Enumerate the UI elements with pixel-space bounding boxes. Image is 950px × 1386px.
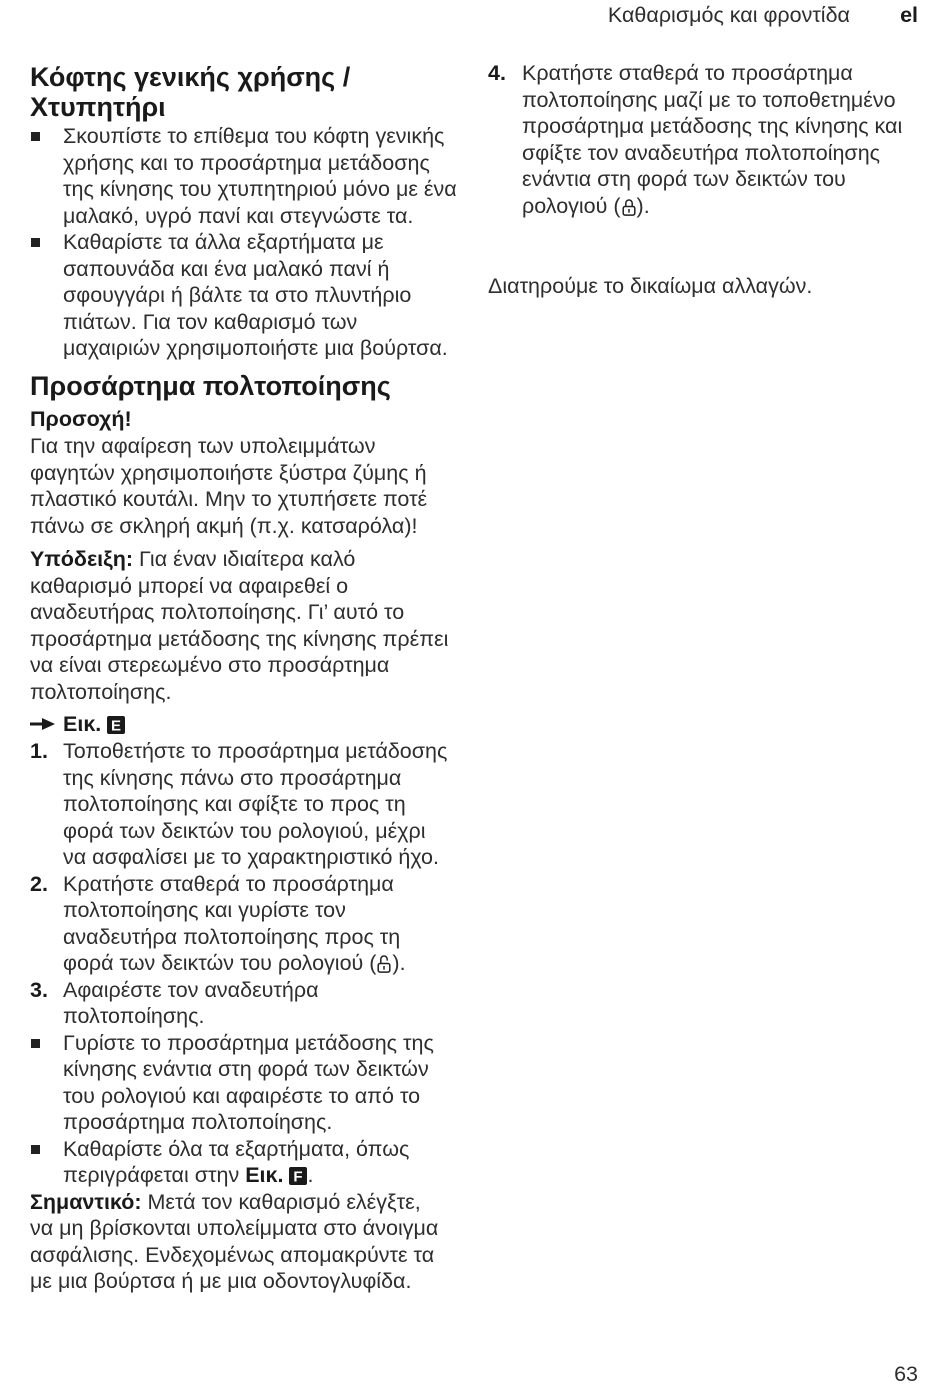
arrow-right-icon [30,712,63,736]
step-number: 4. [488,61,506,85]
square-bullet-icon [31,1145,40,1154]
puree-cleaning-steps [30,738,447,1295]
step-text: Τοποθετήστε το προσάρτημα μετάδοσης της κίνησης πάνω στο προσάρτημα πολτοποίησης και σφίξτε το προς τη φορά των δεικτών του ρολογιού, μέχρι να ασφαλίσει με το χαρακτηριστικό ήχο. [63,739,448,869]
caution-paragraph: Για την αφαίρεση των υπολειμμάτων φαγητών χρησιμοποιήστε ξύστρα ζύμης ή πλαστικό κουτάλι. Μην το χτυπήσετε ποτέ πάνω σε σκληρή ακμή (π.χ. κατσαρόλα)! [30,434,428,538]
step-text-end: ). [392,951,406,975]
list-item [30,123,457,229]
tip-text: Για έναν ιδιαίτερα καλό καθαρισμό μπορεί να αφαιρεθεί ο αναδευτήρας πολτοποίησης. Γι’ αυτό το προσάρτημα μετάδοσης της κίνησης πρέπει να είναι στερεωμένο στο προσάρτημα πολτοποίησης. [30,547,449,704]
important-label: Σημαντικό: [30,1189,142,1214]
list-item-text: Σκουπίστε το επίθεμα του κόφτη γενικής χρήσης και το προσάρτημα μετάδοσης της κίνησης του χτυπητηριού μόνο με ένα μαλακό, υγρό πανί και στεγνώστε τα. [63,124,457,228]
step-3 [30,977,447,1030]
cutter-cleaning-list [30,123,457,362]
list-item-text-end: . [307,1163,314,1187]
figure-label: Εικ. [63,712,102,736]
figure-label: Εικ. [245,1163,284,1187]
list-item-text: Γυρίστε το προσάρτημα μετάδοσης της κίνησης ενάντια στη φορά των δεικτών του ρολογιού και αφαιρέστε το από το προσάρτημα πολτοποίησης. [63,1030,434,1134]
step-text: Αφαιρέστε τον αναδευτήρα πολτοποίησης. [63,977,319,1028]
page-number: 63 [894,1362,918,1386]
list-item-text: Καθαρίστε τα άλλα εξαρτήματα με σαπουνάδα και ένα μαλακό πανί ή σφουγγάρι ή βάλτε τα στο πλυντήριο πιάτων. Για τον καθαρισμό των μαχαιριών χρησιμοποιήστε μια βούρτσα. [63,230,448,360]
step-text-end: ). [636,193,650,218]
caution-label: Προσοχή! [30,407,132,431]
svg-text:F: F [293,1168,304,1185]
step-2 [30,871,447,977]
step-number: 1. [30,739,48,763]
running-header-title: Καθαρισμός και φροντίδα [607,3,850,27]
disclaimer-text: Διατηρούμε το δικαίωμα αλλαγών. [488,274,813,298]
important-text: Μετά τον καθαρισμό ελέγξτε, να μη βρίσκονται υπολείμματα στο άνοιγμα ασφάλισης. Ενδεχομένως απομακρύντε τα με μια βούρτσα ή με μια οδοντογλυφίδα. [30,1189,439,1293]
locked-padlock-icon [621,194,637,218]
puree-cleaning-steps-continued [488,60,902,219]
square-bullet-icon [31,238,40,247]
list-item [30,1136,447,1189]
figure-reference [30,711,125,738]
heading-puree-attachment: Προσάρτημα πολτοποίησης [30,371,391,401]
svg-text:E: E [111,717,122,734]
figure-f-badge [289,1163,307,1187]
step-text: Κρατήστε σταθερά το προσάρτημα πολτοποίησης και γυρίστε τον αναδευτήρα πολτοποίησης προς τη φορά των δεικτών του ρολογιού ( [63,871,401,975]
tip-note [30,546,448,705]
list-item [30,1030,447,1136]
step-number: 2. [30,871,48,896]
important-note [30,1189,447,1295]
square-bullet-icon [31,132,40,141]
step-number: 3. [30,977,48,1002]
tip-label: Υπόδειξη: [30,547,134,571]
list-item-text: Καθαρίστε όλα τα εξαρτήματα, όπως περιγράφεται στην [63,1136,410,1187]
figure-e-badge [107,712,125,736]
step-4 [488,60,902,219]
square-bullet-icon [31,1039,40,1048]
caution-text [30,433,427,539]
step-text: Κρατήστε σταθερά το προσάρτημα πολτοποίησης μαζί με το τοποθετημένο προσάρτημα μετάδοσης της κίνησης και σφίξτε τον αναδευτήρα πολτοποίησης ενάντια στη φορά των δεικτών του ρολογιού ( [522,61,903,218]
step-1 [30,738,447,871]
language-code: el [900,3,918,27]
heading-cutter-whisk: Κόφτης γενικής χρήσης / Χτυπητήρι [30,62,351,122]
list-item [30,229,457,362]
unlocked-padlock-icon [376,951,392,975]
